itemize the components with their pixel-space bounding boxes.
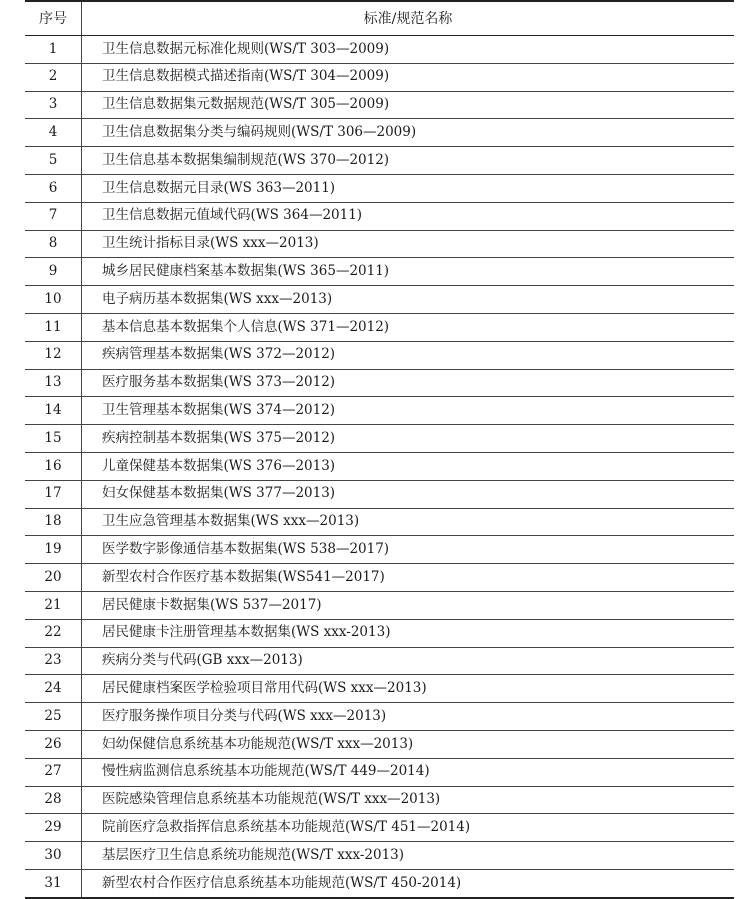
standard-name: 卫生信息数据模式描述指南(WS/T 304—2009)	[82, 63, 735, 91]
row-number: 13	[25, 369, 82, 397]
standard-name: 电子病历基本数据集(WS xxx—2013)	[82, 286, 735, 314]
row-number: 7	[25, 202, 82, 230]
standard-name: 新型农村合作医疗信息系统基本功能规范(WS/T 450-2014)	[82, 869, 735, 897]
table-row	[25, 341, 734, 369]
row-number: 15	[25, 425, 82, 453]
table-row	[25, 63, 734, 91]
standard-name: 居民健康卡注册管理基本数据集(WS xxx-2013)	[82, 619, 735, 647]
table-row	[25, 758, 734, 786]
row-number: 21	[25, 591, 82, 619]
table-row	[25, 564, 734, 592]
table-row	[25, 230, 734, 258]
row-number: 16	[25, 452, 82, 480]
table-row	[25, 425, 734, 453]
standard-name: 基层医疗卫生信息系统功能规范(WS/T xxx-2013)	[82, 842, 735, 870]
table-header-row	[25, 1, 734, 36]
row-number: 3	[25, 91, 82, 119]
table-row	[25, 258, 734, 286]
standard-name: 慢性病监测信息系统基本功能规范(WS/T 449—2014)	[82, 758, 735, 786]
standard-name: 卫生信息数据元标准化规则(WS/T 303—2009)	[82, 36, 735, 64]
table-row	[25, 730, 734, 758]
table-row	[25, 703, 734, 731]
standard-name: 卫生信息基本数据集编制规范(WS 370—2012)	[82, 147, 735, 175]
standard-name: 医疗服务基本数据集(WS 373—2012)	[82, 369, 735, 397]
standard-name: 居民健康档案医学检验项目常用代码(WS xxx—2013)	[82, 675, 735, 703]
standard-name: 妇女保健基本数据集(WS 377—2013)	[82, 480, 735, 508]
row-number: 20	[25, 564, 82, 592]
table-row	[25, 369, 734, 397]
row-number: 12	[25, 341, 82, 369]
row-number: 9	[25, 258, 82, 286]
row-number: 1	[25, 36, 82, 64]
table-row	[25, 202, 734, 230]
table-row	[25, 147, 734, 175]
table-row	[25, 591, 734, 619]
table-row	[25, 508, 734, 536]
row-number: 8	[25, 230, 82, 258]
row-number: 10	[25, 286, 82, 314]
row-number: 30	[25, 842, 82, 870]
row-number: 22	[25, 619, 82, 647]
table-row	[25, 91, 734, 119]
standards-table	[25, 0, 734, 899]
table-row	[25, 174, 734, 202]
row-number: 19	[25, 536, 82, 564]
table-row	[25, 536, 734, 564]
row-number: 27	[25, 758, 82, 786]
row-number: 18	[25, 508, 82, 536]
row-number: 29	[25, 814, 82, 842]
standard-name: 卫生统计指标目录(WS xxx—2013)	[82, 230, 735, 258]
row-number: 28	[25, 786, 82, 814]
row-number: 23	[25, 647, 82, 675]
table-row	[25, 452, 734, 480]
table-row	[25, 480, 734, 508]
standard-name: 卫生应急管理基本数据集(WS xxx—2013)	[82, 508, 735, 536]
table-row	[25, 842, 734, 870]
row-number: 11	[25, 313, 82, 341]
table-row	[25, 397, 734, 425]
standard-name: 卫生信息数据集元数据规范(WS/T 305—2009)	[82, 91, 735, 119]
column-header-name: 标准/规范名称	[82, 1, 735, 36]
standard-name: 疾病分类与代码(GB xxx—2013)	[82, 647, 735, 675]
row-number: 4	[25, 119, 82, 147]
row-number: 6	[25, 174, 82, 202]
standard-name: 基本信息基本数据集个人信息(WS 371—2012)	[82, 313, 735, 341]
table-row	[25, 286, 734, 314]
table-row	[25, 313, 734, 341]
row-number: 31	[25, 869, 82, 897]
table-row	[25, 619, 734, 647]
standard-name: 疾病控制基本数据集(WS 375—2012)	[82, 425, 735, 453]
standard-name: 居民健康卡数据集(WS 537—2017)	[82, 591, 735, 619]
table-row	[25, 869, 734, 897]
standard-name: 疾病管理基本数据集(WS 372—2012)	[82, 341, 735, 369]
table-row	[25, 814, 734, 842]
standard-name: 卫生管理基本数据集(WS 374—2012)	[82, 397, 735, 425]
row-number: 14	[25, 397, 82, 425]
row-number: 24	[25, 675, 82, 703]
row-number: 25	[25, 703, 82, 731]
standard-name: 新型农村合作医疗基本数据集(WS541—2017)	[82, 564, 735, 592]
standard-name: 医院感染管理信息系统基本功能规范(WS/T xxx—2013)	[82, 786, 735, 814]
row-number: 2	[25, 63, 82, 91]
standard-name: 卫生信息数据集分类与编码规则(WS/T 306—2009)	[82, 119, 735, 147]
standard-name: 医疗服务操作项目分类与代码(WS xxx—2013)	[82, 703, 735, 731]
table-row	[25, 119, 734, 147]
table-row	[25, 675, 734, 703]
table-row	[25, 786, 734, 814]
standard-name: 城乡居民健康档案基本数据集(WS 365—2011)	[82, 258, 735, 286]
standard-name: 医学数字影像通信基本数据集(WS 538—2017)	[82, 536, 735, 564]
standard-name: 院前医疗急救指挥信息系统基本功能规范(WS/T 451—2014)	[82, 814, 735, 842]
table-row	[25, 647, 734, 675]
standard-name: 妇幼保健信息系统基本功能规范(WS/T xxx—2013)	[82, 730, 735, 758]
standard-name: 卫生信息数据元值域代码(WS 364—2011)	[82, 202, 735, 230]
table-row	[25, 36, 734, 64]
table-body	[25, 36, 734, 898]
standard-name: 卫生信息数据元目录(WS 363—2011)	[82, 174, 735, 202]
row-number: 17	[25, 480, 82, 508]
row-number: 26	[25, 730, 82, 758]
standard-name: 儿童保健基本数据集(WS 376—2013)	[82, 452, 735, 480]
row-number: 5	[25, 147, 82, 175]
column-header-number: 序号	[25, 1, 82, 36]
